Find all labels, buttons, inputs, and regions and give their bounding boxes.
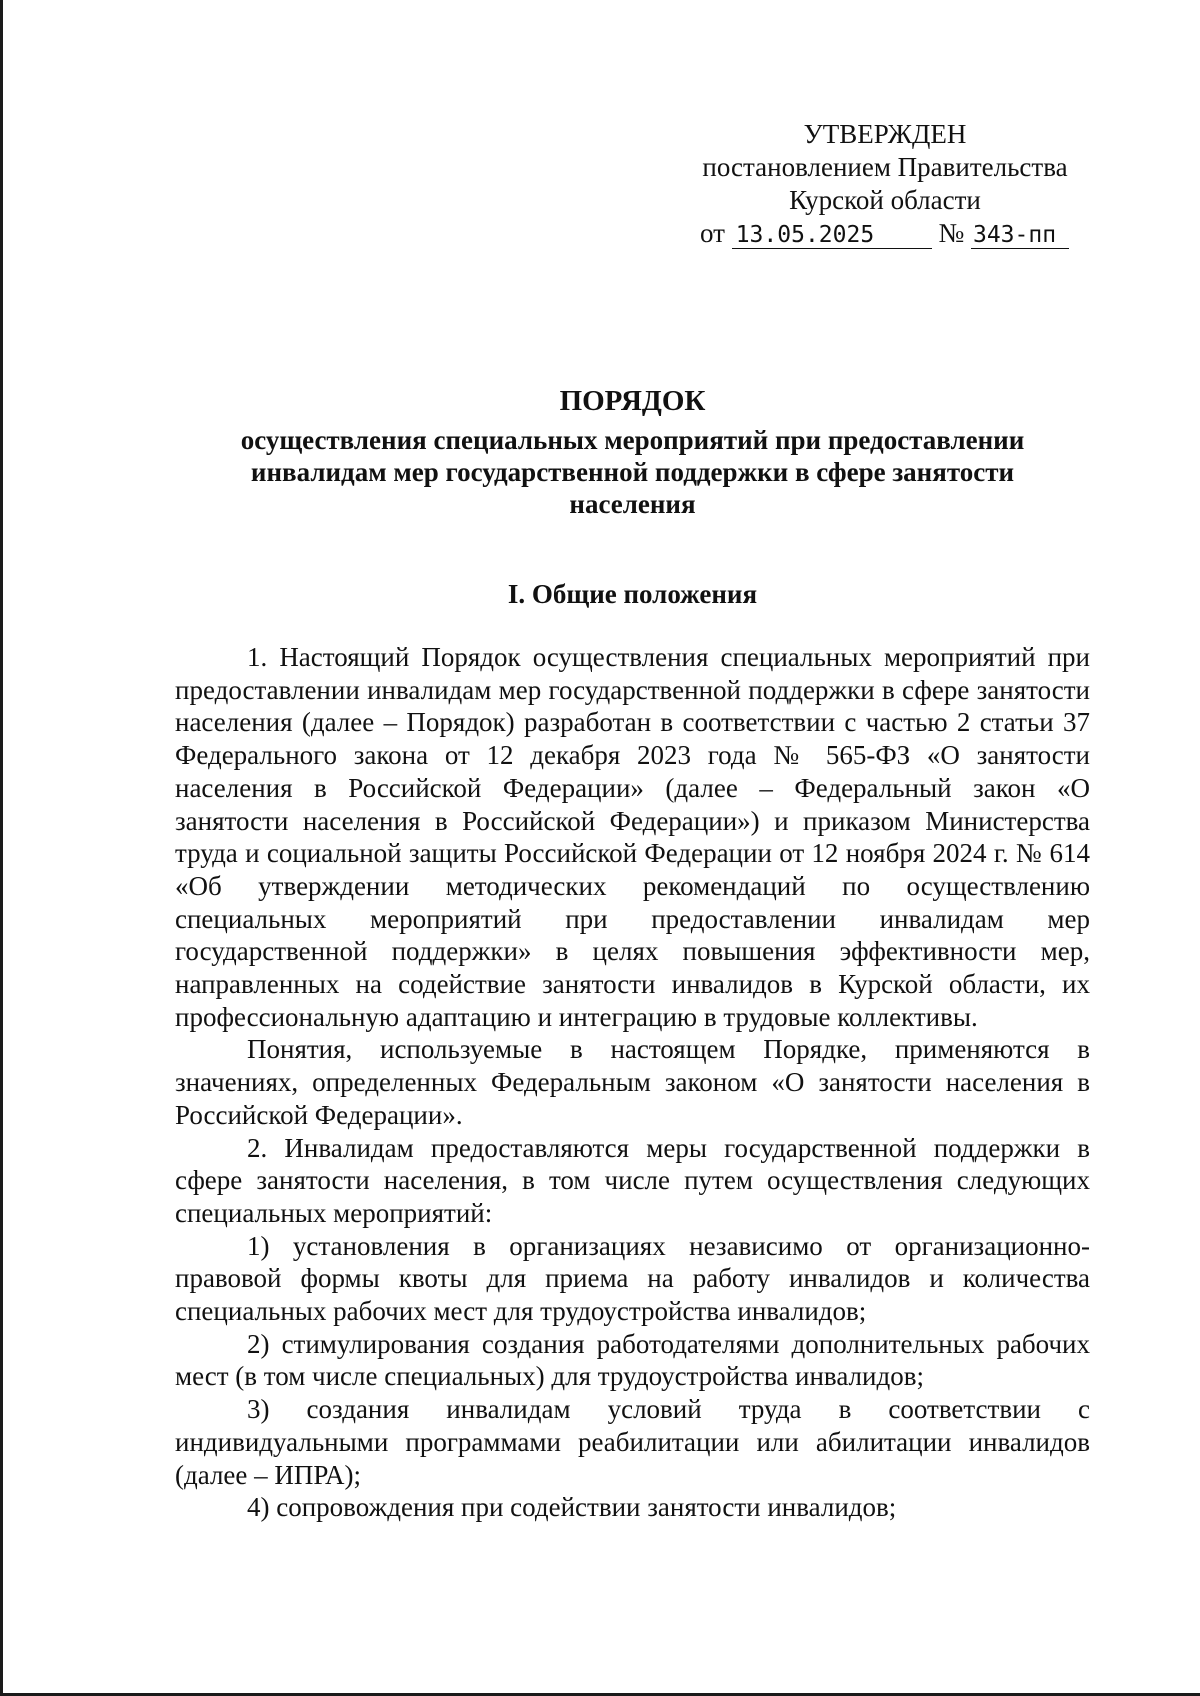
paragraph-3: 2. Инвалидам предоставляются меры государственной поддержки в сфере занятости населения, в том числе путем осуществления следующих специальных мероприятий: [175,1132,1090,1228]
list-item-2: 2) стимулирования создания работодателями дополнительных рабочих мест (в том числе специальных) для трудоустройства инвалидов; [175,1328,1090,1392]
list-item-4: 4) сопровождения при содействии занятости инвалидов; [247,1492,897,1523]
section-heading: I. Общие положения [507,579,758,609]
list-item-3: 3) создания инвалидам условий труда в соответствии с индивидуальными программами реабилитации или абилитации инвалидов (далее – ИПРА); [175,1394,1090,1490]
document-subtitle: осуществления специальных мероприятий при предоставлении инвалидам мер государственной поддержки в сфере занятости населения [240,425,1025,519]
approval-number-prefix: № [938,218,965,248]
paragraph-2: Понятия, используемые в настоящем Порядке, применяются в значениях, определенных Федеральным законом «О занятости населения в Российской Федерации». [175,1034,1090,1130]
approval-date-prefix: от [700,218,725,248]
approval-region: Курской области [789,185,981,215]
approval-number: 343-пп [971,222,1069,249]
approval-date: 13.05.2025 [732,222,932,249]
document-title: ПОРЯДОК [559,385,706,417]
document-title-block [175,378,1090,520]
paragraph-1: 1. Настоящий Порядок осуществления специальных мероприятий при предоставлении инвалидам мер государственной поддержки в сфере занятости населения (далее – Порядок) разработан в соответствии с частью 2 статьи 37 Федерального закона от 12 декабря 2023 года № 565-ФЗ «О занятости населения в Российской Федерации» (далее – Федеральный закон «О занятости населения в Российской Федерации») и приказом Министерства труда и социальной защиты Российской Федерации от 12 ноября 2024 г. № 614 «Об утверждении методических рекомендаций по осуществлению специальных мероприятий при предоставлении инвалидам мер государственной поддержки» в целях повышения эффективности мер, направленных на содействие занятости инвалидов в Курской области, их профессиональную адаптацию и интеграцию в трудовые коллективы. [175,642,1090,1032]
approval-by-decree: постановлением Правительства [702,152,1068,182]
approval-stamp [690,118,1080,250]
approval-approved: УТВЕРЖДЕН [803,119,967,149]
list-item-1: 1) установления в организациях независимо от организационно-правовой формы квоты для приема на работу инвалидов и количества специальных рабочих мест для трудоустройства инвалидов; [175,1230,1090,1327]
document-body [175,641,1090,1524]
approval-date-line [690,217,1080,250]
